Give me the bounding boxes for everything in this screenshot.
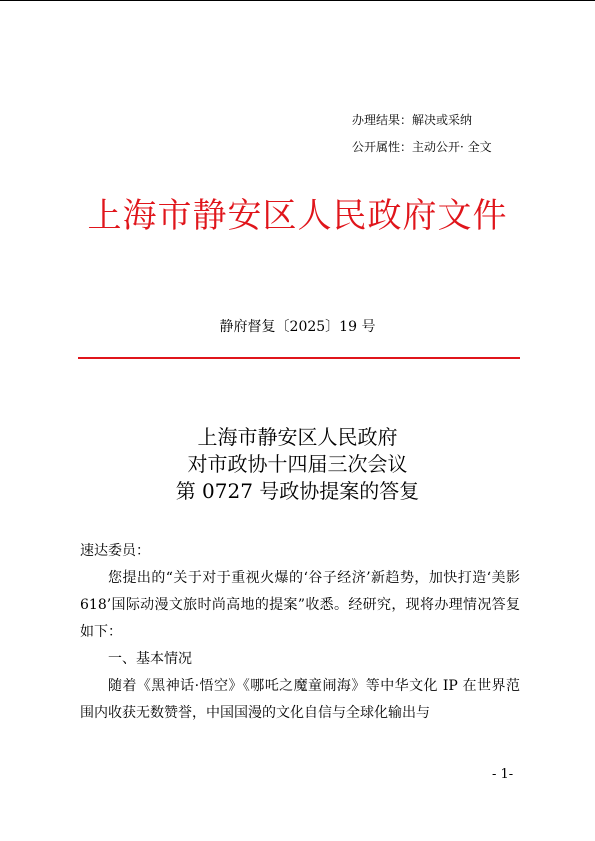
section-paragraph: 随着《黑神话·悟空》《哪吒之魔童闹海》等中华文化 IP 在世界范围内收获无数赞誉，中国国漫的文化自信与全球化输出与 bbox=[80, 678, 520, 721]
top-border-line bbox=[0, 0, 595, 1]
document-issuer-title: 上海市静安区人民政府文件 bbox=[87, 196, 508, 236]
disclosure-attribute-label: 公开属性：主动公开· 全文 bbox=[352, 140, 492, 154]
document-number: 静府督复〔2025〕19 号 bbox=[219, 319, 376, 335]
body-paragraph: 您提出的“关于对于重视火爆的‘谷子经济’新趋势，加快打造‘美影 618’国际动漫文旅时尚高地的提案”收悉。经研究，现将办理情况答复如下： bbox=[80, 570, 520, 640]
red-divider-rule bbox=[78, 357, 520, 359]
salutation: 速达委员： bbox=[80, 543, 150, 559]
reply-title-line: 第 0727 号政协提案的答复 bbox=[175, 479, 420, 503]
reply-title bbox=[0, 424, 595, 505]
section-heading: 一、基本情况 bbox=[108, 651, 192, 667]
reply-title-line: 对市政协十四届三次会议 bbox=[187, 452, 408, 476]
reply-title-line: 上海市静安区人民政府 bbox=[197, 425, 398, 449]
document-body bbox=[80, 538, 520, 727]
page-number: - 1- bbox=[492, 767, 514, 782]
handling-result-label: 办理结果：解决或采纳 bbox=[352, 113, 473, 127]
